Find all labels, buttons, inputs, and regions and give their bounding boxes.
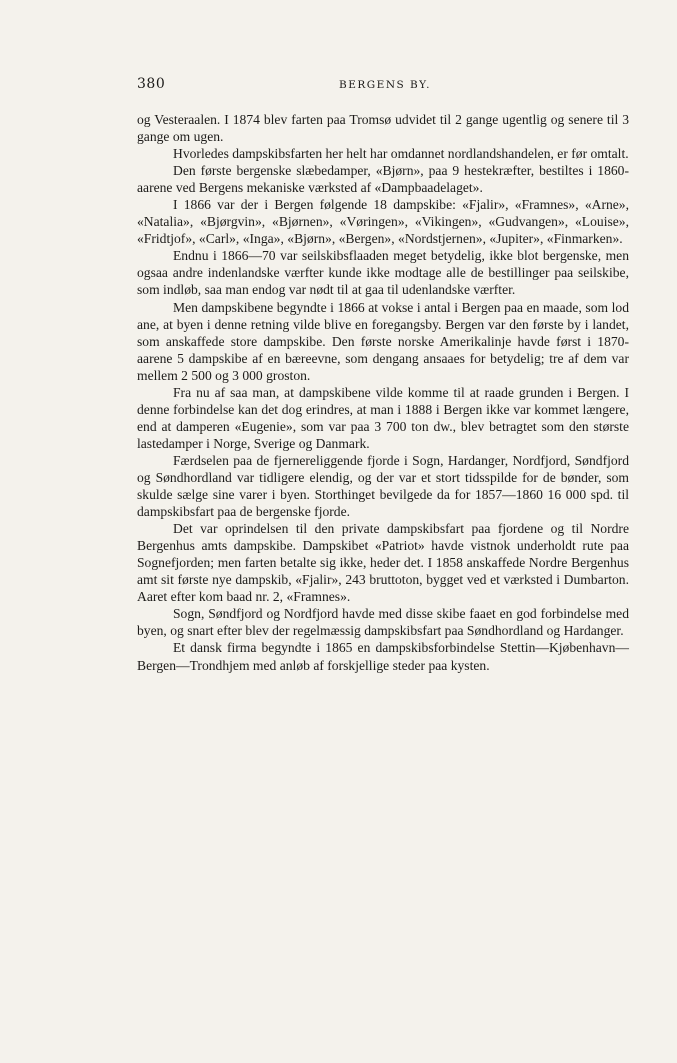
body-text	[137, 111, 629, 674]
paragraph: I 1866 var der i Bergen følgende 18 dampskibe: «Fjalir», «Framnes», «Arne», «Natalia», «Bjørgvin», «Bjørnen», «Vøringen», «Vikingen», «Gudvangen», «Louise», «Fridtjof», «Carl», «Inga», «Bjørn», «Bergen», «Nordstjernen», «Jupiter», «Finmarken».	[137, 197, 629, 247]
paragraph: Endnu i 1866—70 var seilskibsflaaden meget betydelig, ikke blot bergenske, men ogsaa andre indenlandske værfter kunde ikke modtage alle de bestillinger paa seilskibe, som indløb, saa man endog var nødt til at gaa til udenlandske værfter.	[137, 248, 629, 298]
paragraph: Sogn, Søndfjord og Nordfjord havde med disse skibe faaet en god forbindelse med byen, og snart efter blev der regelmæssig dampskibsfart paa Søndhordland og Hardanger.	[137, 606, 629, 639]
running-head: BERGENS BY.	[339, 79, 432, 91]
page-header	[137, 76, 637, 94]
paragraph: Men dampskibene begyndte i 1866 at vokse i antal i Bergen paa en maade, som lod ane, at byen i denne retning vilde blive en foregangsby. Bergen var den første by i landet, som anskaffede store dampskibe. Den første norske Amerikalinje havde først i 1870-aarene 5 dampskibe af en bæreevne, som dengang ansaaes for betydelig; tre af dem var mellem 2 500 og 3 000 groston.	[137, 299, 629, 383]
paragraph: Den første bergenske slæbedamper, «Bjørn», paa 9 hestekræfter, bestiltes i 1860-aarene ved Bergens mekaniske værksted af «Dampbaadelaget».	[137, 163, 629, 196]
paragraph: Det var oprindelsen til den private dampskibsfart paa fjordene og til Nordre Bergenhus amts dampskibe. Dampskibet «Patriot» havde vistnok underholdt rute paa Sognefjorden; men farten betalte sig ikke, heder det. I 1858 anskaffede Nordre Bergenhus amt sit første nye dampskib, «Fjalir», 243 bruttoton, bygget ved et værksted i Dumbarton. Aaret efter kom baad nr. 2, «Framnes».	[137, 521, 629, 605]
paragraph: Fra nu af saa man, at dampskibene vilde komme til at raade grunden i Bergen. I denne forbindelse kan det dog erindres, at man i 1888 i Bergen ikke var kommet længere, end at damperen «Eugenie», som var paa 3 700 ton dw., blev betragtet som den største lastedamper i Norge, Sverige og Danmark.	[137, 384, 629, 451]
paragraph: Hvorledes dampskibsfarten her helt har omdannet nordlandshandelen, er før omtalt.	[173, 146, 629, 162]
page-number: 380	[137, 76, 166, 92]
paragraph: og Vesteraalen. I 1874 blev farten paa Tromsø udvidet til 2 gange ugentlig og senere til 3 gange om ugen.	[137, 112, 629, 145]
paragraph: Færdselen paa de fjernereliggende fjorde i Sogn, Hardanger, Nordfjord, Søndfjord og Søndhordland var tidligere elendig, og der var et stort tidsspilde for de bønder, som skulde sælge sine varer i byen. Storthinget bevilgede da for 1857—1860 16 000 spd. til dampskibsfart paa de bergenske fjorde.	[137, 452, 629, 520]
paragraph: Et dansk firma begyndte i 1865 en dampskibsforbindelse Stettin—Kjøbenhavn—Bergen—Trondhjem med anløb af forskjellige steder paa kysten.	[137, 640, 629, 673]
